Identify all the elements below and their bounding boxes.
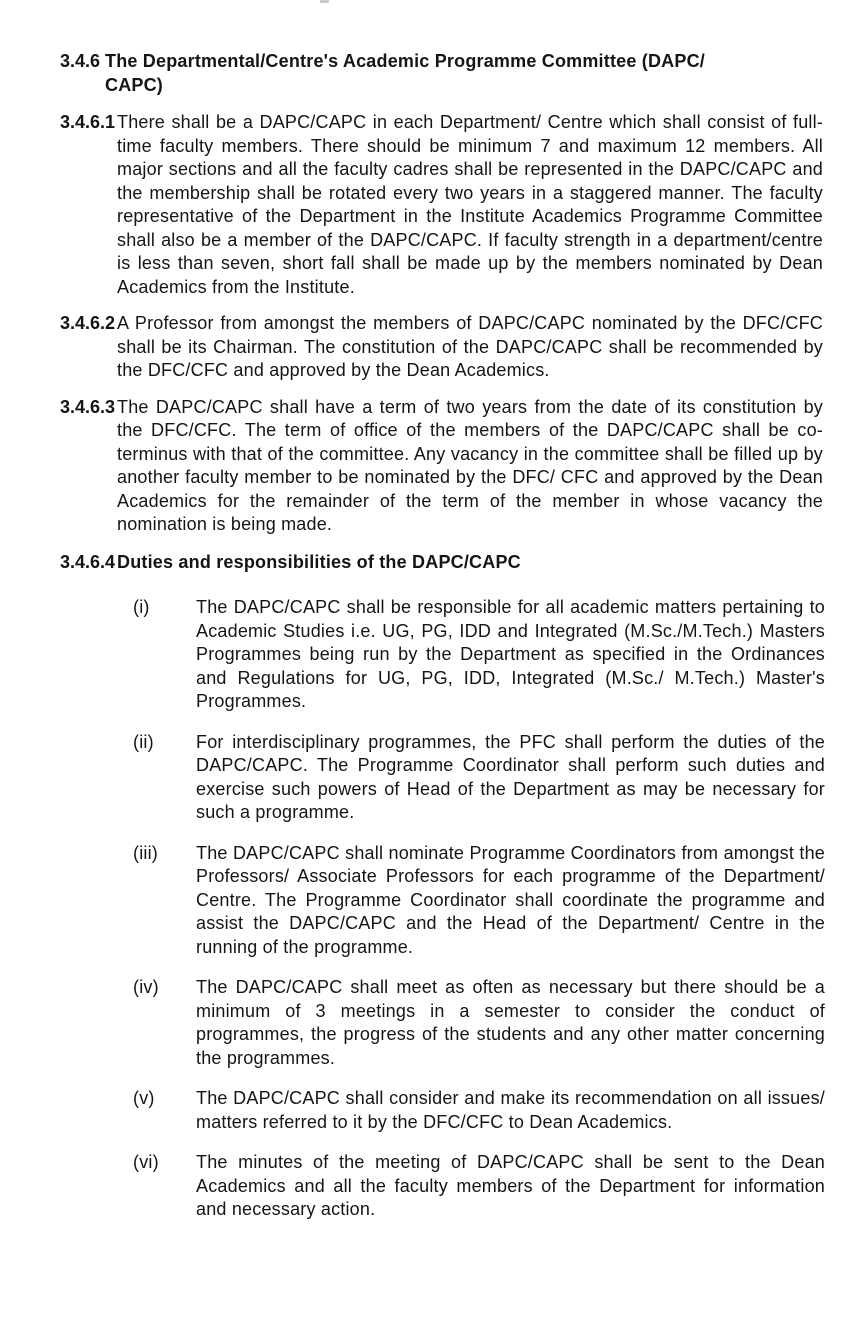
duty-item-iii: [133, 842, 825, 960]
duty-label: (ii): [133, 731, 154, 752]
duty-label: (iv): [133, 977, 159, 997]
duty-text: For interdisciplinary programmes, the PFC shall perform the duties of the DAPC/CAPC. The Programme Coordinator shall perform such duties and exercise such powers of Head of the Department as may be necessary for such a programme.: [196, 731, 825, 822]
duty-label: (v): [133, 1088, 155, 1108]
section-number: 3.4.6.2: [60, 313, 116, 333]
scan-speck: [320, 0, 329, 3]
duty-text: The DAPC/CAPC shall nominate Programme Coordinators from amongst the Professors/ Associate Professors for each programme of the Department/ Centre. The Programme Coordinator shall coordinate the programme and assist the DAPC/CAPC and the Head of the Department/ Centre in the running of the programme.: [196, 842, 825, 957]
section-subheading-text: Duties and responsibilities of the DAPC/CAPC: [117, 551, 521, 572]
duty-label: (vi): [133, 1152, 159, 1172]
section-3-4-6-4: [60, 551, 823, 575]
duty-item-iv: [133, 976, 825, 1070]
duty-text: The DAPC/CAPC shall consider and make its recommendation on all issues/ matters referred to it by the DFC/CFC to Dean Academics.: [196, 1088, 825, 1132]
section-body-text: A Professor from amongst the members of DAPC/CAPC nominated by the DFC/CFC shall be its Chairman. The constitution of the DAPC/CAPC shall be recommended by the DFC/CFC and approved by the Dean Academics.: [117, 313, 823, 380]
section-heading-text: The Departmental/Centre's Academic Programme Committee (DAPC/ CAPC): [105, 51, 705, 95]
duty-text: The DAPC/CAPC shall be responsible for all academic matters pertaining to Academic Studies i.e. UG, PG, IDD and Integrated (M.Sc./M.Tech.) Masters Programmes being run by the Department as specified in the Ordinances and Regulations for UG, PG, IDD, Integrated (M.Sc./ M.Tech.) Master's Programmes.: [196, 597, 825, 711]
section-body-text: There shall be a DAPC/CAPC in each Department/ Centre which shall consist of full-time faculty members. There should be minimum 7 and maximum 12 members. All major sections and all the faculty cadres shall be represented in the DAPC/CAPC and the membership shall be rotated every two years in a staggered manner. The faculty representative of the Department in the Institute Academics Programme Committee shall also be a member of the DAPC/CAPC. If faculty strength in a department/centre is less than seven, short fall shall be made up by the members nominated by Dean Academics from the Institute.: [117, 112, 823, 297]
duty-item-v: [133, 1087, 825, 1134]
duty-text: The minutes of the meeting of DAPC/CAPC shall be sent to the Dean Academics and all the faculty members of the Department for information and necessary action.: [196, 1152, 825, 1219]
duty-item-vi: [133, 1151, 825, 1222]
section-body-text: The DAPC/CAPC shall have a term of two years from the date of its constitution by the DFC/CFC. The term of office of the members of the DAPC/CAPC shall be co-terminus with that of the committee. Any vacancy in the committee shall be filled up by another faculty member to be nominated by the DFC/ CFC and approved by the Dean Academics for the remainder of the term of the member in whose vacancy the nomination is being made.: [117, 396, 823, 534]
section-3-4-6-2: [60, 312, 823, 383]
section-number: 3.4.6.1: [60, 112, 116, 132]
duty-text: The DAPC/CAPC shall meet as often as necessary but there should be a minimum of 3 meetings in a semester to consider the conduct of programmes, the progress of the students and any other matter concerning the programmes.: [196, 977, 825, 1068]
section-3-4-6-1: [60, 111, 823, 299]
duty-label: (iii): [133, 842, 158, 863]
section-number: 3.4.6.3: [60, 396, 116, 417]
section-3-4-6-3: [60, 396, 823, 537]
section-3-4-6: [60, 50, 735, 97]
duty-label: (i): [133, 597, 150, 617]
section-number: 3.4.6: [60, 51, 101, 71]
duty-item-ii: [133, 731, 825, 825]
duty-item-i: [133, 596, 825, 714]
section-number: 3.4.6.4: [60, 551, 116, 572]
duties-list: [60, 596, 826, 1222]
